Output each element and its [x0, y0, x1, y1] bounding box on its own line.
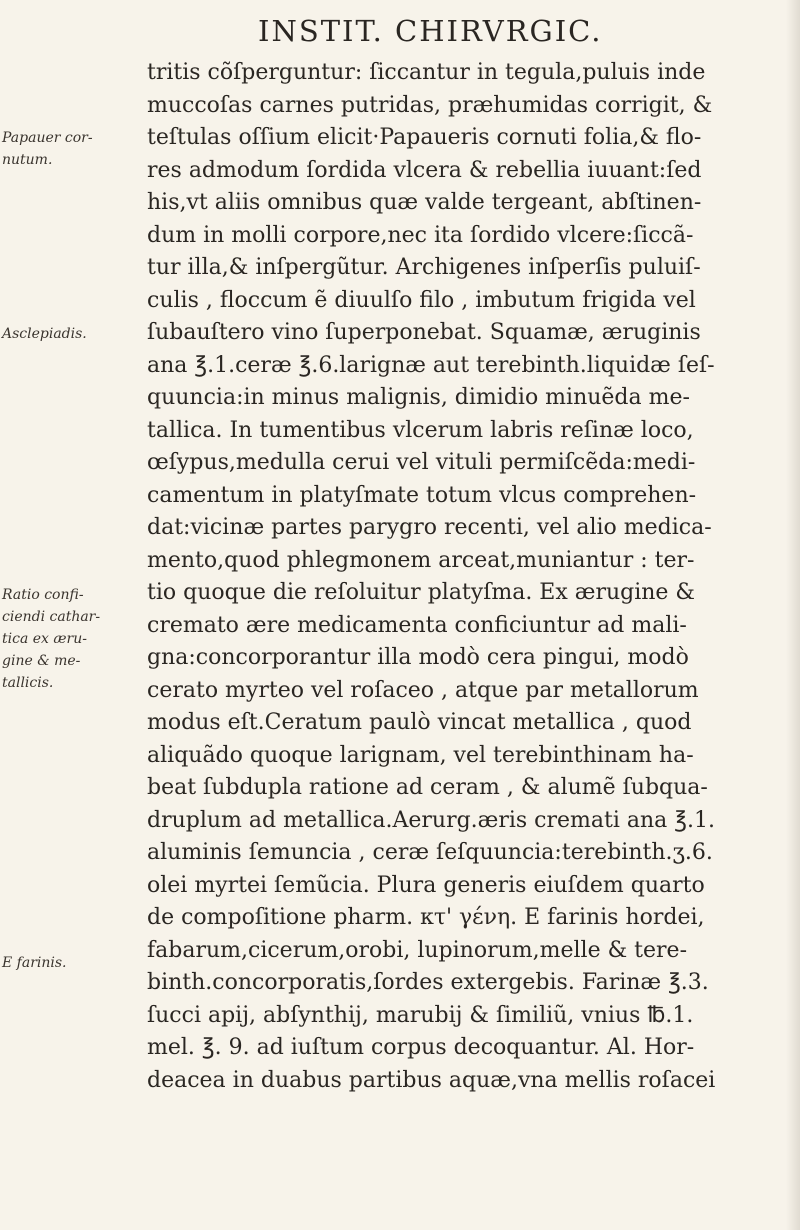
text-line: cerato myrteo vel roſaceo , atque par metallorum [147, 677, 699, 703]
margin-note-line: ciendi cathar- [2, 609, 101, 625]
text-line: modus eſt.Ceratum paulò vincat metallica , quod [147, 710, 692, 735]
text-line: œſypus,medulla cerui vel vituli permiſcẽda:medi- [147, 450, 696, 475]
running-header: INSTIT. CHIRVRGIC. [258, 14, 603, 48]
margin-note-line: Asclepiadis. [2, 326, 87, 342]
text-line: ana ℥.1.ceræ ℥.6.larignæ aut terebinth.liquidæ ſeſ- [147, 352, 715, 378]
text-line: dum in molli corpore,nec ita ſordido vlcere:ſiccã- [147, 222, 694, 248]
text-line: aliquãdo quoque larignam, vel terebinthinam ha- [147, 742, 694, 768]
text-line: quuncia:in minus malignis, dimidio minuẽda me- [147, 385, 690, 410]
text-line: tur illa,& inſpergũtur. Archigenes inſperſis puluiſ- [147, 255, 701, 280]
text-line: mento,quod phlegmonem arceat,muniantur : ter- [147, 547, 695, 573]
margin-note-line: Ratio confi- [2, 587, 84, 603]
text-line: beat ſubdupla ratione ad ceram , & alumẽ ſubqua- [147, 775, 708, 800]
text-line: muccoſas carnes putridas, præhumidas corrigit, & [147, 92, 713, 118]
text-line: ſubauſtero vino ſuperponebat. Squamæ, æruginis [147, 320, 701, 345]
text-line: his,vt aliis omnibus quæ valde tergeant, abſtinen- [147, 190, 702, 215]
text-line: tritis cõſperguntur: ſiccantur in tegula,puluis inde [147, 60, 706, 85]
text-line: gna:concorporantur illa modò cera pingui, modò [147, 645, 689, 670]
text-line: culis , floccum ẽ diuulſo filo , imbutum frigida vel [147, 287, 696, 313]
margin-note-line: nutum. [2, 152, 53, 168]
text-line: druplum ad metallica.Aerurg.æris cremati ana ℥.1. [147, 807, 715, 833]
margin-note-line: tica ex æru- [2, 631, 87, 647]
margin-note-line: tallicis. [2, 675, 54, 691]
text-line: mel. ℥. 9. ad iuſtum corpus decoquantur. Al. Hor- [147, 1035, 695, 1060]
text-line: olei myrtei ſemũcia. Plura generis eiuſdem quarto [147, 872, 705, 898]
margin-note-line: gine & me- [2, 653, 81, 669]
text-line: dat:vicinæ partes parygro recenti, vel alio medica- [147, 515, 712, 540]
page-edge-shadow [786, 0, 800, 1230]
margin-note-line: Papauer cor- [2, 130, 93, 146]
text-line: tallica. In tumentibus vlcerum labris reſinæ loco, [147, 417, 694, 443]
text-line: aluminis ſemuncia , ceræ ſeſquuncia:terebinth.ʒ.6. [147, 840, 713, 865]
text-line: teſtulas oſſium elicit·Papaueris cornuti folia,& flo- [147, 125, 702, 150]
margin-note-line: E farinis. [2, 955, 67, 971]
text-line: cremato ære medicamenta conficiuntur ad mali- [147, 612, 687, 638]
text-line: camentum in platyſmate totum vlcus comprehen- [147, 482, 697, 508]
text-line: binth.concorporatis,ſordes extergebis. Farinæ ℥.3. [147, 970, 709, 995]
text-line: ſucci apij, abſynthij, marubij & ſimiliũ, vnius ℔.1. [147, 1002, 694, 1028]
margin-note-papauer [2, 127, 93, 171]
text-line: res admodum ſordida vlcera & rebellia iuuant:ſed [147, 157, 702, 183]
text-line: tio quoque die reſoluitur platyſma. Ex ærugine & [147, 580, 696, 605]
text-line: deacea in duabus partibus aquæ,vna mellis roſacei [147, 1067, 716, 1093]
text-line: fabarum,cicerum,orobi, lupinorum,melle & tere- [147, 937, 687, 963]
margin-note-asclepiadis [2, 323, 87, 345]
body-text [147, 57, 787, 1097]
margin-note-farinis [2, 952, 67, 974]
text-line: de compoſitione pharm. κτ' γένη. E farinis hordei, [147, 905, 705, 930]
margin-note-ratio [2, 584, 100, 694]
